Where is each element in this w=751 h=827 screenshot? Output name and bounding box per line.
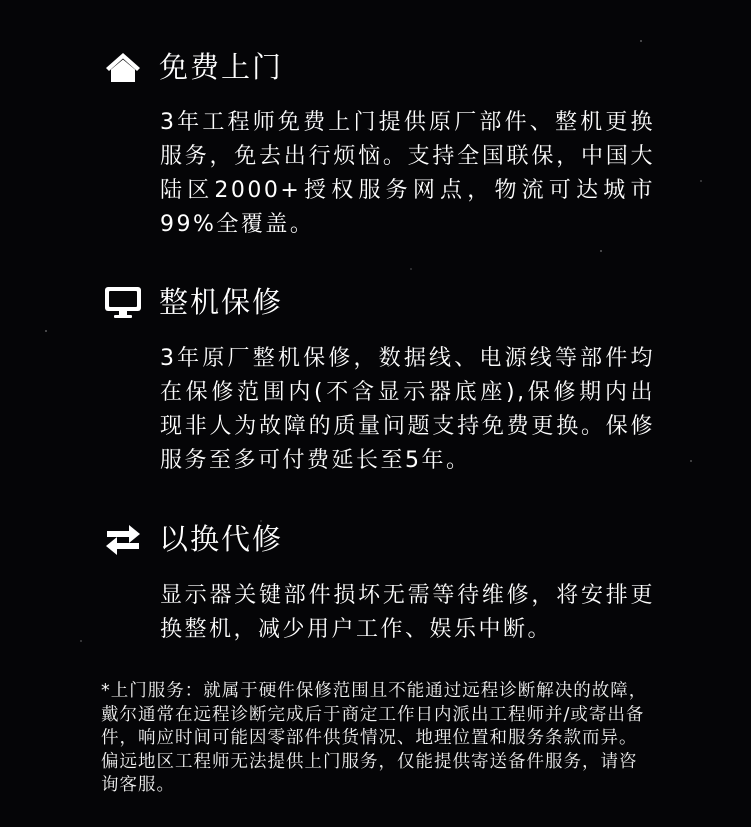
section-heading <box>103 49 283 85</box>
monitor-icon <box>103 284 143 320</box>
house-icon <box>103 49 143 85</box>
section-title: 以换代修 <box>159 522 284 556</box>
swap-arrows-icon <box>103 521 143 557</box>
section-heading <box>103 284 283 320</box>
section-body: 3年原厂整机保修，数据线、电源线等部件均在保修范围内(不含显示器底座),保修期内出现非人为故障的质量问题支持免费更换。保修服务至多可付费延长至5年。 <box>160 346 655 473</box>
section-body: 显示器关键部件损坏无需等待维修，将安排更换整机，减少用户工作、娱乐中断。 <box>160 583 655 642</box>
section-heading <box>103 521 283 557</box>
section-body: 3年工程师免费上门提供原厂部件、整机更换服务，免去出行烦恼。支持全国联保，中国大陆区2000+授权服务网点，物流可达城市99%全覆盖。 <box>160 110 655 237</box>
section-title: 整机保修 <box>159 285 284 319</box>
section-title: 免费上门 <box>159 50 284 84</box>
footnote: *上门服务：就属于硬件保修范围且不能通过远程诊断解决的故障，戴尔通常在远程诊断完成后于商定工作日内派出工程师并/或寄出备件，响应时间可能因零部件供货情况、地理位置和服务条款而异。偏远地区工程师无法提供上门服务，仅能提供寄送备件服务，请咨询客服。 <box>101 681 648 795</box>
